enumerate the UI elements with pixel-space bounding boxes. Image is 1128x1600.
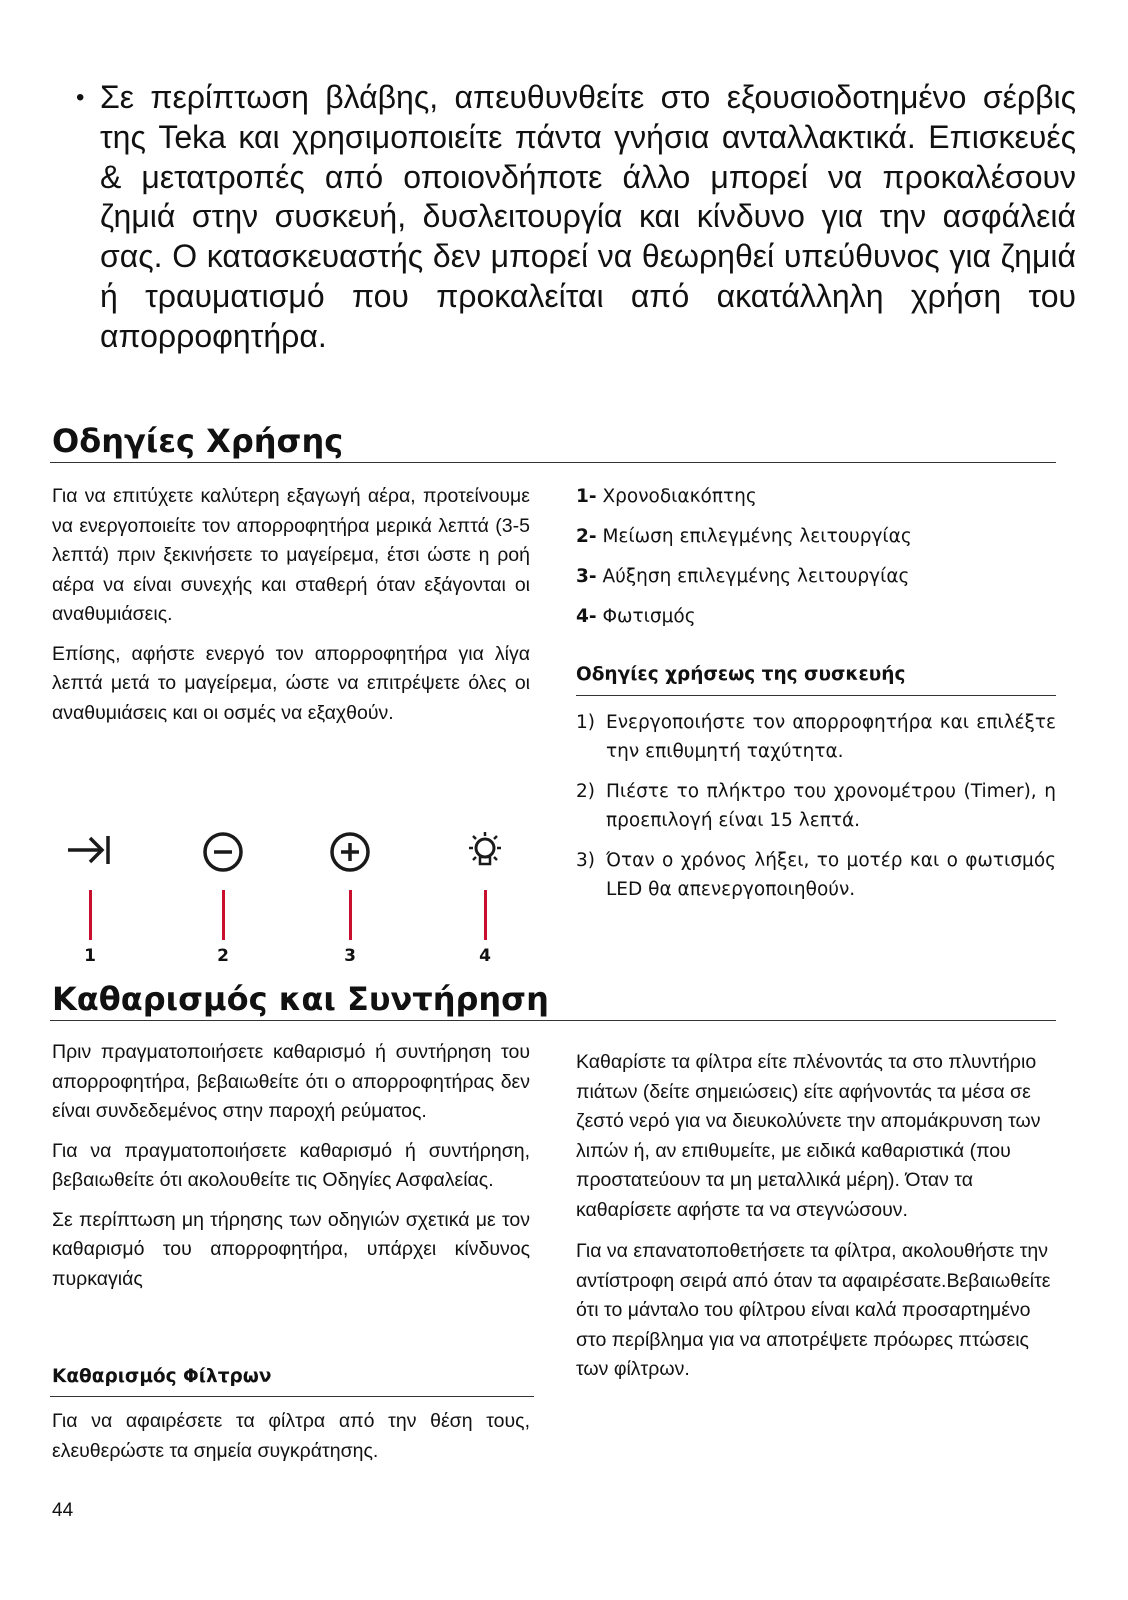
step-number: 1) [576, 712, 595, 733]
control-number: 2 [217, 946, 229, 966]
control-1 [60, 830, 120, 966]
legend-item [576, 562, 1056, 592]
cleaning-title-rule [50, 1020, 1056, 1021]
cleaning-paragraph: Πριν πραγματοποιήσετε καθαρισμό ή συντήρηση του απορροφητήρα, βεβαιωθείτε ότι ο απορροφητήρας δεν είναι συνδεδεμένος στην παροχή ρεύματος. [52, 1041, 530, 1122]
device-instructions-rule [576, 695, 1056, 696]
legend-item [576, 522, 1056, 552]
pointer-line [484, 890, 487, 940]
minus-circle-icon [201, 830, 245, 874]
usage-left-column [52, 482, 530, 738]
step-item [576, 846, 1056, 904]
page-number: 44 [52, 1500, 74, 1521]
legend-number: 1- [576, 486, 597, 507]
legend-label: Μείωση επιλεγμένης λειτουργίας [602, 526, 912, 547]
legend-label: Αύξηση επιλεγμένης λειτουργίας [602, 566, 910, 587]
pointer-line [89, 890, 92, 940]
filter-cleaning-rule [50, 1396, 534, 1397]
step-item [576, 708, 1056, 766]
step-text: Πιέστε το πλήκτρο του χρονομέτρου (Timer), η προεπιλογή είναι 15 λεπτά. [606, 781, 1056, 831]
filter-paragraph: Για να αφαιρέσετε τα φίλτρα από την θέση τους, ελευθερώστε τα σημεία συγκράτησης. [52, 1410, 530, 1462]
usage-paragraph: Επίσης, αφήστε ενεργό τον απορροφητήρα για λίγα λεπτά μετά το μαγείρεμα, ώστε να επιτρέψετε όλες οι αναθυμιάσεις και οι οσμές να εξαχθούν. [52, 642, 530, 724]
legend-number: 2- [576, 526, 597, 547]
step-number: 3) [576, 850, 595, 871]
cleaning-paragraph: Σε περίπτωση μη τήρησης των οδηγιών σχετικά με τον καθαρισμό του απορροφητήρα, υπάρχει κίνδυνος πυρκαγιάς [52, 1208, 530, 1290]
pointer-line [349, 890, 352, 940]
usage-title: Οδηγίες Χρήσης [52, 422, 344, 460]
control-3 [320, 830, 380, 966]
legend-item [576, 602, 1056, 632]
device-instructions-title: Οδηγίες χρήσεως της συσκευής [576, 664, 906, 685]
control-panel-diagram [52, 830, 542, 970]
control-4 [455, 830, 515, 966]
usage-title-rule [50, 462, 1056, 463]
legend-label: Χρονοδιακόπτης [602, 486, 757, 507]
legend-number: 4- [576, 606, 597, 627]
cleaning-right-paragraph: Καθαρίστε τα φίλτρα είτε πλένοντάς τα στο πλυντήριο πιάτων (δείτε σημειώσεις) είτε αφήνοντάς τα μέσα σε ζεστό νερό για να διευκολύνετε την απομάκρυνση των λιπών ή, αν επιθυμείτε, με ειδικά καθαριστικά (που προστατεύουν τα μη μεταλλικά μέρη). Όταν τα καθαρίσετε αφήστε τα να στεγνώσουν. [576, 1051, 1041, 1221]
cleaning-left-column [52, 1038, 530, 1304]
intro-bullet [76, 78, 1076, 357]
filter-paragraph-block [52, 1407, 530, 1476]
intro-text: Σε περίπτωση βλάβης, απευθυνθείτε στο εξουσιοδοτημένο σέρβις της Teka και χρησιμοποιείτε πάντα γνήσια ανταλλακτικά. Επισκευές & μετατροπές από οποιονδήποτε άλλο μπορεί να προκαλέσουν ζημιά στην συσκευή, δυσλειτουργία και κίνδυνο για την ασφάλειά σας. Ο κατασκευαστής δεν μπορεί να θεωρηθεί υπεύθυνος για ζημιά ή τραυματισμό που προκαλείται από ακατάλληλη χρήση του απορροφητήρα. [100, 79, 1076, 354]
pointer-line [222, 890, 225, 940]
filter-cleaning-title: Καθαρισμός Φίλτρων [52, 1366, 272, 1387]
plus-circle-icon [328, 830, 372, 874]
timer-arrow-icon [64, 830, 116, 870]
usage-paragraph: Για να επιτύχετε καλύτερη εξαγωγή αέρα, προτείνουμε να ενεργοποιείτε τον απορροφητήρα μερικά λεπτά (3-5 λεπτά) πριν ξεκινήσετε το μαγείρεμα, έτσι ώστε η ροή αέρα να είναι συνεχής και σταθερή όταν εξάγονται οι αναθυμιάσεις. [52, 485, 530, 625]
step-number: 2) [576, 781, 595, 802]
step-text: Ενεργοποιήστε τον απορροφητήρα και επιλέξτε την επιθυμητή ταχύτητα. [606, 712, 1056, 762]
bullet-mark: • [76, 84, 85, 111]
cleaning-paragraph: Για να πραγματοποιήσετε καθαρισμό ή συντήρηση, βεβαιωθείτε ότι ακολουθείτε τις Οδηγίες Ασφαλείας. [52, 1139, 530, 1191]
legend-number: 3- [576, 566, 597, 587]
legend-label: Φωτισμός [602, 606, 696, 627]
control-number: 3 [344, 946, 356, 966]
control-number: 4 [479, 946, 491, 966]
steps-list [576, 708, 1056, 915]
cleaning-right-paragraph: Για να επανατοποθετήσετε τα φίλτρα, ακολουθήστε την αντίστροφη σειρά από όταν τα αφαιρέσατε.Βεβαιωθείτε ότι το μάνταλο του φίλτρου είναι καλά προσαρτημένο στο περίβλημα για να αποτρέψετε πρόωρες πτώσεις των φίλτρων. [576, 1240, 1051, 1380]
step-text: Όταν ο χρόνος λήξει, το μοτέρ και ο φωτισμός LED θα απενεργοποιηθούν. [606, 850, 1056, 900]
cleaning-right-column [576, 1048, 1056, 1395]
control-number: 1 [84, 946, 96, 966]
legend-item [576, 482, 1056, 512]
cleaning-title: Καθαρισμός και Συντήρηση [52, 980, 549, 1018]
step-item [576, 777, 1056, 835]
usage-right-column [576, 482, 1056, 642]
control-2 [193, 830, 253, 966]
light-bulb-icon [463, 830, 507, 874]
